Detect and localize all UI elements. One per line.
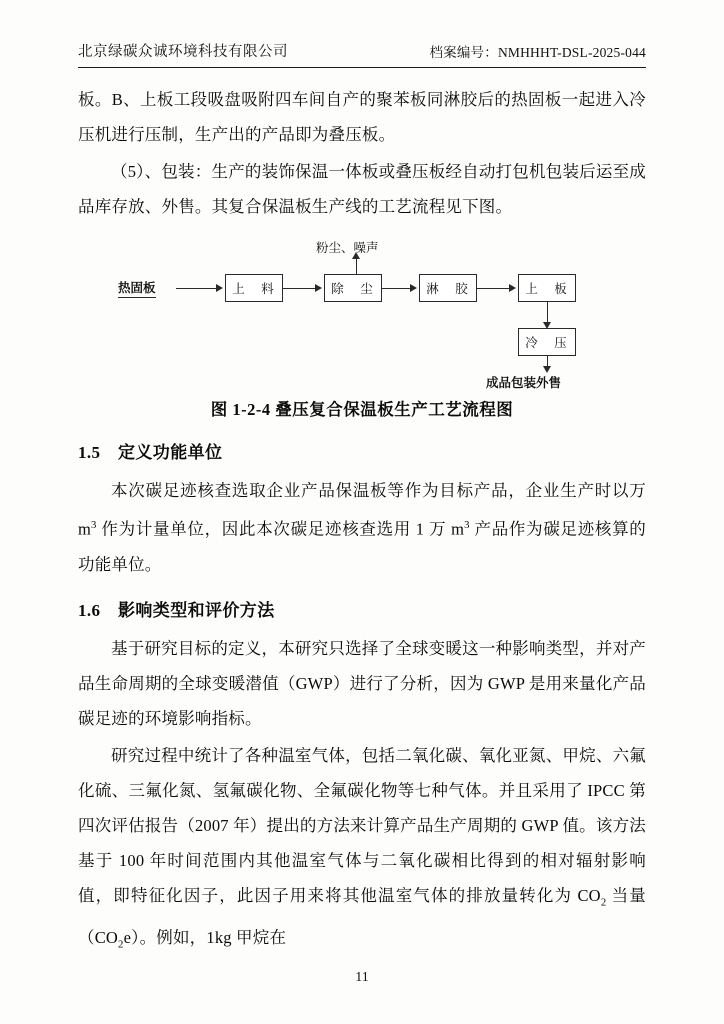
diagram-arrow-icon-1 xyxy=(216,284,223,292)
paragraph-continued: 板。B、上板工段吸盘吸附四车间自产的聚苯板同淋胶后的热固板一起进入冷压机进行压制，生产出的产品即为叠压板。 xyxy=(78,90,646,144)
page-content xyxy=(78,40,646,964)
paragraph-packaging: （5）、包装：生产的装饰保温一体板或叠压板经自动打包机包装后运至成品库存放、外售。其复合保温板生产线的工艺流程见下图。 xyxy=(78,162,646,216)
section-title-1-6: 影响类型和评价方法 xyxy=(118,600,275,620)
diagram-line-2 xyxy=(382,288,412,289)
page-header xyxy=(78,40,646,65)
section-1-6-paragraph-2: 研究过程中统计了各种温室气体，包括二氧化碳、氧化亚氮、甲烷、六氟化硫、三氟化氮、氢氟碳化物、全氟碳化物等七种气体。并且采用了 IPCC 第四次评估报告（2007 年）提出的方法来计算产品生产周期的 GWP 值。该方法基于 100 年时间范围内其他温室气体与二氧化碳相比得到的相对辐射影响值，即特征化因子，此因子用来将其他温室气体的排放量转化为 $CO_2$ 当量$(CO_2e)$。例如，1kg 甲烷在 xyxy=(78,745,647,951)
figure-caption: 图 1-2-4 叠压复合保温板生产工艺流程图 xyxy=(210,400,514,419)
diagram-node-dust-removal: 除 尘 xyxy=(324,274,382,302)
diagram-arrow-icon-3 xyxy=(410,284,417,292)
diagram-node-board-loading: 上 板 xyxy=(518,274,576,302)
diagram-arrow-icon-2 xyxy=(315,284,322,292)
section-number-1-5: 1.5 xyxy=(78,443,101,462)
diagram-line-3 xyxy=(477,288,511,289)
diagram-input-label: 热固板 xyxy=(118,278,156,298)
diagram-arrow-icon-6 xyxy=(543,366,551,373)
section-1-6-paragraph-1: 基于研究目标的定义，本研究只选择了全球变暖这一种影响类型，并对产品生命周期的全球变暖潜值（GWP）进行了分析，因为 GWP 是用来量化产品碳足迹的环境影响指标。 xyxy=(78,638,646,728)
section-title-1-5: 定义功能单位 xyxy=(118,443,223,462)
header-divider xyxy=(78,67,646,68)
section-1-5-paragraph-1: 本次碳足迹核查选取企业产品保温板等作为目标产品，企业生产时以万 $m^3$ 作为计量单位，因此本次碳足迹核查选用 1 万 $m^3$ 产品作为碳足迹核算的功能单位。 xyxy=(78,481,646,574)
header-archive-code: NMHHHT-DSL-2025-044 xyxy=(497,45,646,60)
diagram-node-cold-press: 冷 压 xyxy=(518,328,576,356)
header-archive xyxy=(429,41,646,61)
section-heading-1-6 xyxy=(78,596,646,621)
section-number-1-6: 1.6 xyxy=(78,600,101,620)
header-company-name: 北京绿碳众诚环境科技有限公司 xyxy=(78,44,288,60)
diagram-arrow-icon-4 xyxy=(509,284,516,292)
diagram-emission-label: 粉尘、噪声 xyxy=(316,241,379,255)
diagram-emission-arrow-icon xyxy=(352,252,360,259)
page-footer xyxy=(0,970,724,986)
diagram-line-input xyxy=(176,288,218,289)
header-archive-label: 档案编号： xyxy=(429,45,498,60)
diagram-node-glue-coating: 淋 胶 xyxy=(419,274,477,302)
process-flow-diagram xyxy=(78,236,646,390)
page-number: 11 xyxy=(355,970,369,985)
diagram-line-1 xyxy=(283,288,317,289)
section-heading-1-5 xyxy=(78,438,646,463)
diagram-node-feeding: 上 料 xyxy=(225,274,283,302)
diagram-output-label: 成品包装外售 xyxy=(486,376,562,390)
